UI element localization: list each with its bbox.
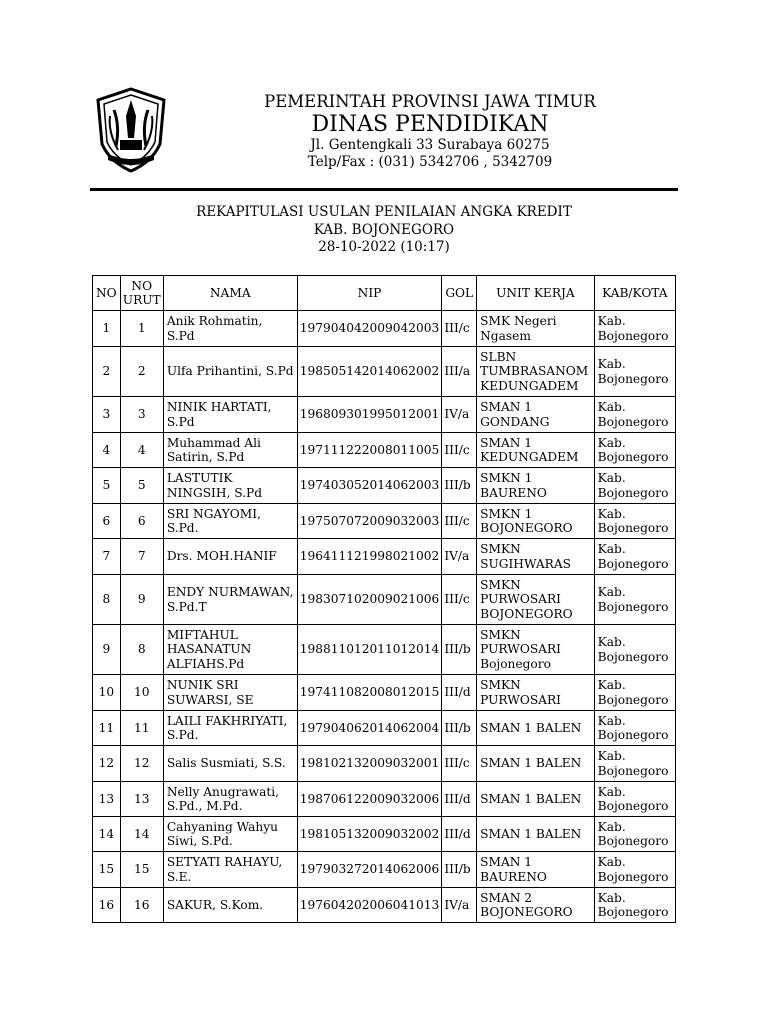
cell-no: 10 — [93, 675, 121, 711]
cell-nama: Muhammad Ali Satirin, S.Pd — [163, 433, 297, 468]
cell-no-urut: 10 — [120, 675, 163, 711]
cell-nip: 197904062014062004 — [297, 711, 442, 746]
cell-kab-kota: Kab. Bojonegoro — [594, 817, 675, 852]
cell-nip: 198505142014062002 — [297, 347, 442, 397]
cell-nama: Nelly Anugrawati, S.Pd., M.Pd. — [163, 782, 297, 817]
report-region: KAB. BOJONEGORO — [313, 222, 455, 238]
cell-kab-kota: Kab. Bojonegoro — [594, 852, 675, 888]
cell-kab-kota: Kab. Bojonegoro — [594, 539, 675, 575]
cell-unit-kerja: SMKN PURWOSARI — [477, 675, 595, 711]
cell-no: 5 — [93, 468, 121, 504]
cell-unit-kerja: SMAN 1 BALEN — [477, 711, 595, 746]
table-row — [93, 397, 676, 433]
cell-unit-kerja: SMAN 1 BALEN — [477, 746, 595, 782]
cell-no: 13 — [93, 782, 121, 817]
col-header-no-urut: NO URUT — [120, 276, 163, 311]
cell-nip: 196809301995012001 — [297, 397, 442, 433]
cell-no: 14 — [93, 817, 121, 852]
cell-no: 2 — [93, 347, 121, 397]
cell-kab-kota: Kab. Bojonegoro — [594, 888, 675, 923]
cell-nama: MIFTAHUL HASANATUN ALFIAHS.Pd — [163, 625, 297, 675]
agency-name: DINAS PENDIDIKAN — [311, 112, 549, 137]
cell-nama: NINIK HARTATI, S.Pd — [163, 397, 297, 433]
agency-address: Jl. Gentengkali 33 Surabaya 60275 — [310, 137, 550, 153]
report-title: REKAPITULASI USULAN PENILAIAN ANGKA KREDIT — [196, 204, 572, 220]
cell-gol: III/a — [442, 347, 477, 397]
cell-gol: III/c — [442, 575, 477, 625]
cell-unit-kerja: SMKN PURWOSARI BOJONEGORO — [477, 575, 595, 625]
cell-no: 6 — [93, 504, 121, 539]
cell-nama: Salis Susmiati, S.S. — [163, 746, 297, 782]
cell-unit-kerja: SMK Negeri Ngasem — [477, 311, 595, 347]
cell-nip: 197403052014062003 — [297, 468, 442, 504]
cell-kab-kota: Kab. Bojonegoro — [594, 746, 675, 782]
cell-no-urut: 2 — [120, 347, 163, 397]
cell-unit-kerja: SMKN 1 BOJONEGORO — [477, 504, 595, 539]
table-row — [93, 888, 676, 923]
table-row — [93, 468, 676, 504]
cell-gol: III/d — [442, 817, 477, 852]
agency-phone: Telp/Fax : (031) 5342706 , 5342709 — [307, 154, 553, 170]
cell-no-urut: 11 — [120, 711, 163, 746]
cell-nama: SETYATI RAHAYU, S.E. — [163, 852, 297, 888]
cell-nip: 198105132009032002 — [297, 817, 442, 852]
cell-no: 16 — [93, 888, 121, 923]
table-row — [93, 817, 676, 852]
cell-no-urut: 7 — [120, 539, 163, 575]
cell-unit-kerja: SMAN 1 KEDUNGADEM — [477, 433, 595, 468]
cell-kab-kota: Kab. Bojonegoro — [594, 347, 675, 397]
table-row — [93, 433, 676, 468]
table-row — [93, 782, 676, 817]
cell-nip: 197903272014062006 — [297, 852, 442, 888]
cell-kab-kota: Kab. Bojonegoro — [594, 625, 675, 675]
cell-no-urut: 15 — [120, 852, 163, 888]
cell-no-urut: 16 — [120, 888, 163, 923]
cell-gol: III/c — [442, 746, 477, 782]
cell-nip: 197111222008011005 — [297, 433, 442, 468]
cell-gol: III/c — [442, 311, 477, 347]
cell-nama: SAKUR, S.Kom. — [163, 888, 297, 923]
government-name: PEMERINTAH PROVINSI JAWA TIMUR — [264, 92, 596, 111]
cell-gol: III/b — [442, 468, 477, 504]
table-row — [93, 675, 676, 711]
cell-nama: Cahyaning Wahyu Siwi, S.Pd. — [163, 817, 297, 852]
cell-no: 4 — [93, 433, 121, 468]
report-datetime: 28-10-2022 (10:17) — [318, 239, 450, 255]
cell-no-urut: 9 — [120, 575, 163, 625]
cell-kab-kota: Kab. Bojonegoro — [594, 433, 675, 468]
cell-gol: III/b — [442, 625, 477, 675]
cell-kab-kota: Kab. Bojonegoro — [594, 575, 675, 625]
cell-no-urut: 3 — [120, 397, 163, 433]
cell-kab-kota: Kab. Bojonegoro — [594, 675, 675, 711]
cell-kab-kota: Kab. Bojonegoro — [594, 711, 675, 746]
provincial-emblem-icon — [94, 86, 168, 174]
cell-no-urut: 6 — [120, 504, 163, 539]
table-row — [93, 504, 676, 539]
cell-unit-kerja: SMKN PURWOSARI Bojonegoro — [477, 625, 595, 675]
cell-nama: LASTUTIK NINGSIH, S.Pd — [163, 468, 297, 504]
cell-unit-kerja: SMAN 1 BALEN — [477, 817, 595, 852]
table-header-row — [93, 276, 676, 311]
table-row — [93, 347, 676, 397]
cell-nip: 198811012011012014 — [297, 625, 442, 675]
cell-gol: IV/a — [442, 539, 477, 575]
letterhead-divider — [90, 188, 678, 191]
cell-no: 8 — [93, 575, 121, 625]
cell-kab-kota: Kab. Bojonegoro — [594, 782, 675, 817]
cell-nama: SRI NGAYOMI, S.Pd. — [163, 504, 297, 539]
cell-no: 1 — [93, 311, 121, 347]
cell-no-urut: 13 — [120, 782, 163, 817]
cell-nip: 198102132009032001 — [297, 746, 442, 782]
table-row — [93, 575, 676, 625]
cell-kab-kota: Kab. Bojonegoro — [594, 468, 675, 504]
col-header-unit-kerja: UNIT KERJA — [477, 276, 595, 311]
cell-unit-kerja: SMAN 1 BAURENO — [477, 852, 595, 888]
cell-gol: III/c — [442, 504, 477, 539]
cell-nip: 197507072009032003 — [297, 504, 442, 539]
col-header-nama: NAMA — [163, 276, 297, 311]
cell-nama: LAILI FAKHRIYATI, S.Pd. — [163, 711, 297, 746]
cell-kab-kota: Kab. Bojonegoro — [594, 504, 675, 539]
cell-nip: 196411121998021002 — [297, 539, 442, 575]
table-row — [93, 852, 676, 888]
cell-no: 12 — [93, 746, 121, 782]
table-row — [93, 711, 676, 746]
cell-nip: 198307102009021006 — [297, 575, 442, 625]
cell-no: 15 — [93, 852, 121, 888]
cell-unit-kerja: SMKN 1 BAURENO — [477, 468, 595, 504]
table-row — [93, 539, 676, 575]
cell-unit-kerja: SLBN TUMBRASANOM KEDUNGADEM — [477, 347, 595, 397]
cell-gol: III/b — [442, 852, 477, 888]
cell-nama: Anik Rohmatin, S.Pd — [163, 311, 297, 347]
table-row — [93, 746, 676, 782]
cell-no-urut: 5 — [120, 468, 163, 504]
cell-no: 7 — [93, 539, 121, 575]
cell-nip: 198706122009032006 — [297, 782, 442, 817]
cell-nama: ENDY NURMAWAN, S.Pd.T — [163, 575, 297, 625]
cell-unit-kerja: SMAN 2 BOJONEGORO — [477, 888, 595, 923]
cell-no-urut: 14 — [120, 817, 163, 852]
cell-nip: 197904042009042003 — [297, 311, 442, 347]
col-header-nip: NIP — [297, 276, 442, 311]
cell-no-urut: 4 — [120, 433, 163, 468]
cell-gol: IV/a — [442, 888, 477, 923]
cell-no-urut: 12 — [120, 746, 163, 782]
cell-no-urut: 8 — [120, 625, 163, 675]
cell-kab-kota: Kab. Bojonegoro — [594, 311, 675, 347]
credit-recap-table — [92, 275, 676, 923]
cell-gol: IV/a — [442, 397, 477, 433]
cell-no: 9 — [93, 625, 121, 675]
cell-unit-kerja: SMAN 1 GONDANG — [477, 397, 595, 433]
cell-unit-kerja: SMKN SUGIHWARAS — [477, 539, 595, 575]
cell-no-urut: 1 — [120, 311, 163, 347]
cell-nama: Ulfa Prihantini, S.Pd — [163, 347, 297, 397]
cell-no: 11 — [93, 711, 121, 746]
cell-gol: III/d — [442, 782, 477, 817]
table-row — [93, 311, 676, 347]
cell-nip: 197411082008012015 — [297, 675, 442, 711]
cell-gol: III/b — [442, 711, 477, 746]
cell-no: 3 — [93, 397, 121, 433]
col-header-no: NO — [93, 276, 121, 311]
col-header-kab-kota: KAB/KOTA — [594, 276, 675, 311]
cell-nama: NUNIK SRI SUWARSI, SE — [163, 675, 297, 711]
cell-nama: Drs. MOH.HANIF — [163, 539, 297, 575]
table-row — [93, 625, 676, 675]
cell-unit-kerja: SMAN 1 BALEN — [477, 782, 595, 817]
cell-nip: 197604202006041013 — [297, 888, 442, 923]
cell-gol: III/c — [442, 433, 477, 468]
cell-gol: III/d — [442, 675, 477, 711]
cell-kab-kota: Kab. Bojonegoro — [594, 397, 675, 433]
col-header-gol: GOL — [442, 276, 477, 311]
